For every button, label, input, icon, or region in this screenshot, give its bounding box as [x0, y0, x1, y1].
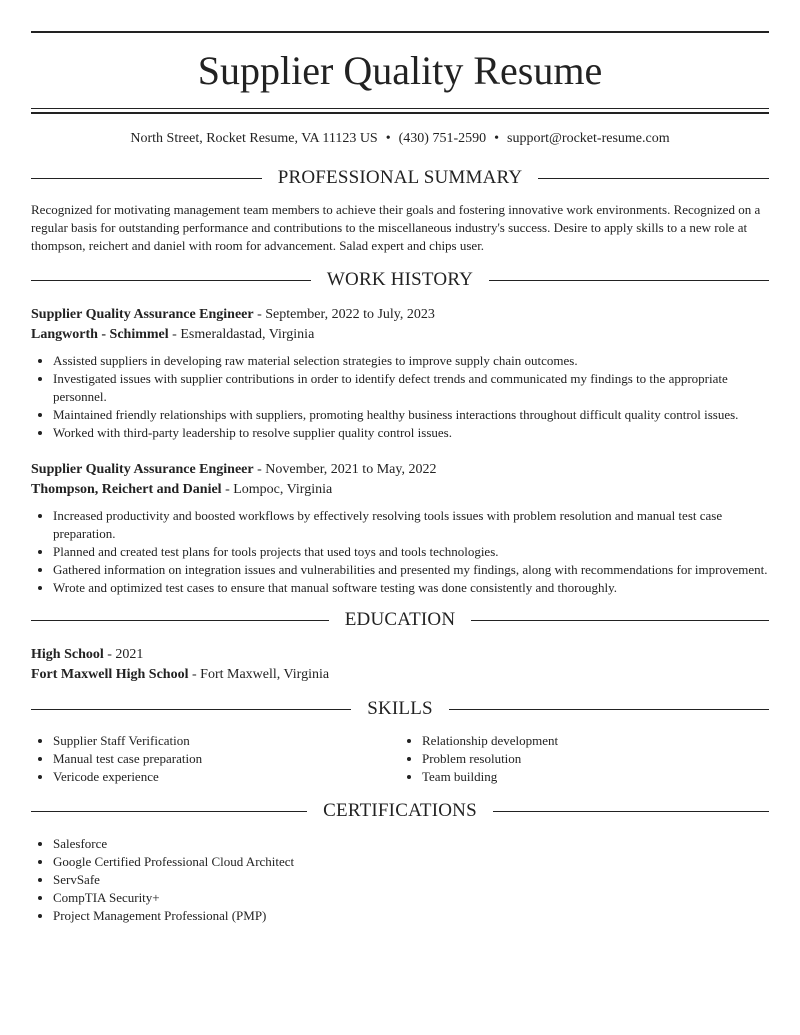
education-school: Fort Maxwell High School — [31, 666, 189, 682]
section-label: CERTIFICATIONS — [323, 800, 477, 821]
section-heading-certifications — [31, 800, 769, 822]
education-entry — [31, 645, 769, 684]
title-double-rule — [31, 108, 769, 114]
section-heading-skills — [31, 698, 769, 720]
list-item: • Team building — [422, 768, 769, 786]
list-item: • Worked with third-party leadership to resolve supplier quality control issues. — [53, 424, 769, 442]
heading-rule — [493, 811, 769, 812]
list-item: • ServSafe — [53, 871, 769, 889]
list-item: • Salesforce — [53, 835, 769, 853]
job-company: Thompson, Reichert and Daniel — [31, 481, 222, 497]
heading-rule — [31, 280, 311, 281]
contact-phone: (430) 751-2590 — [398, 131, 487, 146]
contact-separator: • — [385, 131, 391, 146]
job-location: - Esmeraldastad, Virginia — [168, 326, 315, 342]
education-year: - 2021 — [103, 647, 144, 662]
list-item: • Assisted suppliers in developing raw material selection strategies to improve supply chain outcomes. — [53, 352, 769, 370]
list-item: • Maintained friendly relationships with suppliers, promoting healthy business interactions throughout difficult quality control issues. — [53, 406, 769, 424]
list-item: • Manual test case preparation — [53, 750, 400, 768]
contact-separator: • — [494, 131, 500, 146]
list-item: • Google Certified Professional Cloud Architect — [53, 853, 769, 871]
list-item: • Wrote and optimized test cases to ensure that manual software testing was done consistently and thoroughly. — [53, 579, 769, 597]
section-label: WORK HISTORY — [326, 269, 474, 290]
education-location: - Fort Maxwell, Virginia — [188, 666, 330, 682]
heading-rule — [538, 178, 769, 179]
certifications-list — [31, 835, 769, 925]
job-bullets — [31, 352, 769, 442]
section-heading-education — [31, 609, 769, 631]
list-item: • Problem resolution — [422, 750, 769, 768]
heading-rule — [31, 620, 329, 621]
heading-rule — [471, 620, 769, 621]
certifications-items — [31, 835, 769, 925]
job-header — [31, 460, 769, 499]
heading-rule — [31, 178, 262, 179]
resume-page — [31, 0, 769, 925]
skills-list — [31, 732, 769, 786]
job-role: Supplier Quality Assurance Engineer — [31, 462, 254, 477]
job-location: - Lompoc, Virginia — [221, 481, 333, 497]
job-role: Supplier Quality Assurance Engineer — [31, 307, 254, 322]
job-company: Langworth - Schimmel — [31, 326, 169, 342]
top-rule — [31, 31, 769, 33]
list-item: • Project Management Professional (PMP) — [53, 907, 769, 925]
list-item: • Increased productivity and boosted workflows by effectively resolving tools issues with problem resolution and manual test case preparation. — [53, 507, 769, 543]
section-label: PROFESSIONAL SUMMARY — [277, 167, 523, 188]
resume-title: Supplier Quality Resume — [197, 48, 603, 93]
job-dates: - November, 2021 to May, 2022 — [253, 462, 437, 477]
education-degree: High School — [31, 647, 104, 662]
skills-column-right — [400, 732, 769, 786]
heading-rule — [31, 709, 351, 710]
section-heading-work-history — [31, 269, 769, 291]
job-entry — [31, 460, 769, 597]
list-item: • Relationship development — [422, 732, 769, 750]
list-item: • Investigated issues with supplier contributions in order to identify defect trends and communicated my findings to the appropriate personnel. — [53, 370, 769, 406]
section-label: EDUCATION — [344, 609, 456, 630]
contact-line — [31, 131, 769, 147]
job-dates: - September, 2022 to July, 2023 — [253, 307, 435, 322]
heading-rule — [449, 709, 769, 710]
list-item: • Supplier Staff Verification — [53, 732, 400, 750]
list-item: • CompTIA Security+ — [53, 889, 769, 907]
contact-email[interactable]: support@rocket-resume.com — [507, 131, 670, 146]
job-bullets — [31, 507, 769, 597]
heading-rule — [31, 811, 307, 812]
job-entry — [31, 305, 769, 442]
list-item: • Gathered information on integration issues and vulnerabilities and presented my findings, along with recommendations for improvement. — [53, 561, 769, 579]
contact-address: North Street, Rocket Resume, VA 11123 US — [130, 131, 378, 146]
summary-text: Recognized for motivating management team members to achieve their goals and fostering innovative work environments. Recognized on a regular basis for outstanding performance and contributions to the miscellaneous industry's success. Desire to apply skills to a new role at thompson, reichert and daniel with room for advancement. Salad expert and chips user. — [31, 202, 761, 253]
job-header — [31, 305, 769, 344]
section-label: SKILLS — [367, 698, 433, 719]
list-item: • Planned and created test plans for tools projects that used toys and tools technologies. — [53, 543, 769, 561]
skills-column-left — [31, 732, 400, 786]
list-item: • Vericode experience — [53, 768, 400, 786]
section-heading-summary — [31, 167, 769, 189]
heading-rule — [489, 280, 769, 281]
